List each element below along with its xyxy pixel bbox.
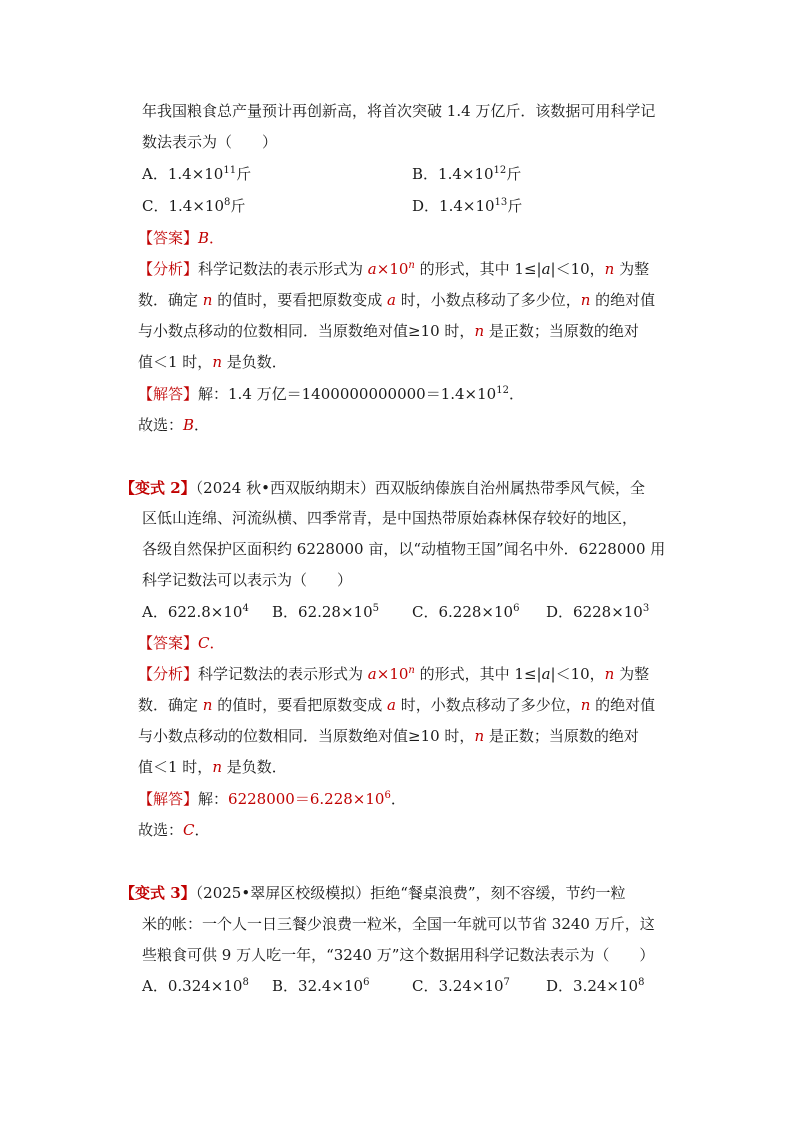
answer-line: 【答案】B． — [138, 229, 225, 247]
solution-tag: 【解答】 — [138, 790, 199, 808]
solution-tag: 【解答】 — [138, 385, 199, 403]
analysis-tag: 【分析】 — [138, 665, 199, 683]
stem-line: 数法表示为（ ） — [142, 133, 278, 151]
solution-line: 【解答】解：1.4 万亿$=1400000000000=1.4\times 10^{12}$． — [138, 385, 524, 403]
answer-line: 【答案】C． — [138, 634, 225, 652]
analysis-line: 【分析】科学记数法的表示形式为 $a\times 10^n$ 的形式，其中 1≤|a|＜10，n 为整 — [138, 665, 650, 683]
option-a[interactable]: A．$1.4\times 10^{11}$斤 — [142, 165, 252, 183]
analysis-tag: 【分析】 — [138, 260, 199, 278]
analysis-line: 与小数点移动的位数相同．当原数绝对值≥10 时，n 是正数；当原数的绝对 — [138, 727, 639, 745]
option-d[interactable]: D．$1.4\times 10^{13}$斤 — [412, 197, 523, 215]
option-d[interactable]: D．$3.24\times 10^8$ — [546, 977, 645, 995]
stem-line: 年我国粮食总产量预计再创新高，将首次突破 1.4 万亿斤．该数据可用科学记 — [142, 102, 656, 120]
option-c[interactable]: C．$1.4\times 10^8$斤 — [142, 197, 246, 215]
analysis-line: 数．确定 n 的值时，要看把原数变成 a 时，小数点移动了多少位，n 的绝对值 — [138, 291, 656, 309]
analysis-line: 【分析】科学记数法的表示形式为 $a\times 10^n$ 的形式，其中 1≤|a|＜10，n 为整 — [138, 260, 650, 278]
option-a[interactable]: A．$622.8\times 10^4$ — [142, 603, 249, 621]
answer-value: B — [198, 229, 210, 247]
solution-line: 【解答】解：$6228000=6.228\times 10^6$． — [138, 790, 406, 808]
stem-line: 区低山连绵、河流纵横、四季常青，是中国热带原始森林保存较好的地区， — [142, 509, 638, 527]
option-d[interactable]: D．$6228\times 10^3$ — [546, 603, 650, 621]
answer-tag: 【答案】 — [138, 229, 199, 247]
option-c[interactable]: C．$6.228\times 10^6$ — [412, 603, 520, 621]
option-b[interactable]: B．$1.4\times 10^{12}$斤 — [412, 165, 522, 183]
analysis-line: 值＜1 时，n 是负数． — [138, 353, 287, 371]
option-b[interactable]: B．$32.4\times 10^6$ — [272, 977, 370, 995]
analysis-line: 数．确定 n 的值时，要看把原数变成 a 时，小数点移动了多少位，n 的绝对值 — [138, 696, 656, 714]
stem-line: 米的帐：一个人一日三餐少浪费一粒米，全国一年就可以节省 3240 万斤，这 — [142, 915, 655, 933]
option-b[interactable]: B．$62.28\times 10^5$ — [272, 603, 379, 621]
stem-line: 各级自然保护区面积约 6228000 亩，以“动植物王国”闻名中外．6228000 用 — [142, 540, 666, 558]
option-a[interactable]: A．$0.324\times 10^8$ — [142, 977, 249, 995]
variant-tag: 【变式 2】 — [120, 479, 196, 497]
variant-tag: 【变式 3】 — [120, 884, 196, 902]
answer-tag: 【答案】 — [138, 634, 199, 652]
stem-line: 【变式 3】（2025•翠屏区校级模拟）拒绝“餐桌浪费”，刻不容缓，节约一粒 — [120, 884, 626, 902]
answer-value: C — [198, 634, 210, 652]
analysis-line: 与小数点移动的位数相同．当原数绝对值≥10 时，n 是正数；当原数的绝对 — [138, 322, 639, 340]
stem-line: 科学记数法可以表示为（ ） — [142, 571, 353, 589]
stem-line: 些粮食可供 9 万人吃一年，“3240 万”这个数据用科学记数法表示为（ ） — [142, 946, 655, 964]
stem-line: 【变式 2】（2024 秋•西双版纳期末）西双版纳傣族自治州属热带季风气候，全 — [120, 479, 645, 497]
conclusion-line: 故选：C． — [138, 821, 210, 839]
conclusion-line: 故选：B． — [138, 416, 210, 434]
option-c[interactable]: C．$3.24\times 10^7$ — [412, 977, 510, 995]
analysis-line: 值＜1 时，n 是负数． — [138, 758, 287, 776]
